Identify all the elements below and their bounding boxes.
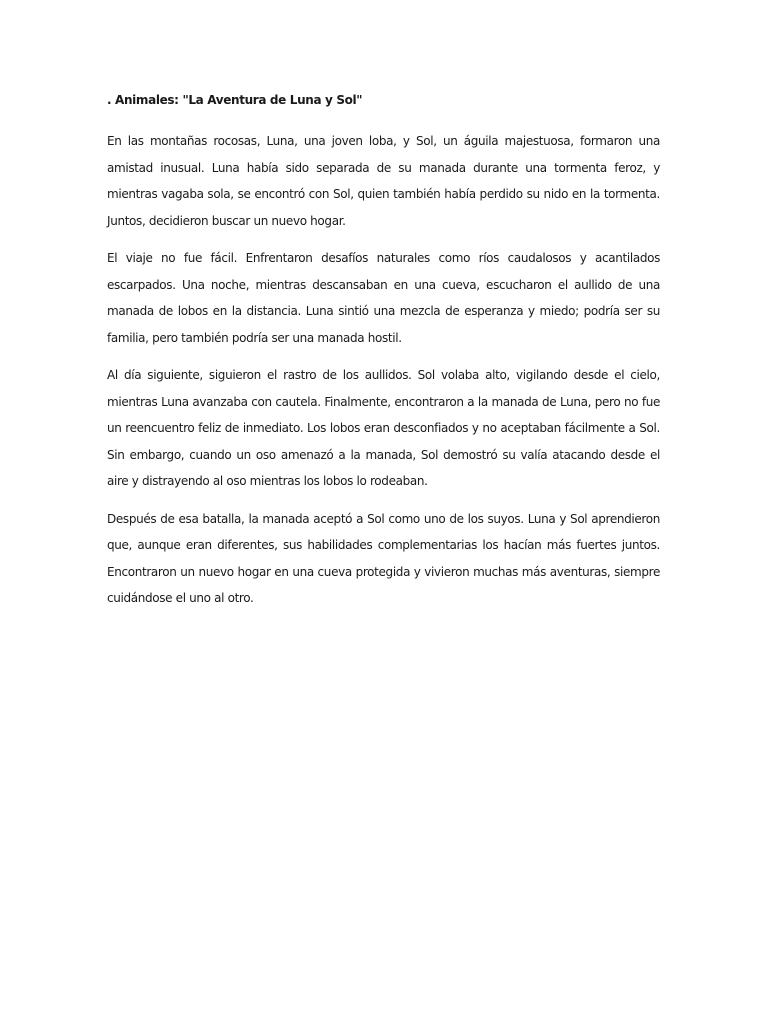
document-title: . Animales: "La Aventura de Luna y Sol"	[107, 93, 363, 107]
paragraph-1: En las montañas rocosas, Luna, una joven loba, y Sol, un águila majestuosa, formaron una amistad inusual. Luna había sido separada de su manada durante una tormenta feroz, y mientras vagaba sola, se encontró con Sol, quien también había perdido su nido en la tormenta. Juntos, decidieron buscar un nuevo hogar.	[107, 134, 660, 228]
paragraph-4: Después de esa batalla, la manada aceptó a Sol como uno de los suyos. Luna y Sol aprendieron que, aunque eran diferentes, sus habilidades complementarias los hacían más fuertes juntos. Encontraron un nuevo hogar en una cueva protegida y vivieron muchas más aventuras, siempre cuidándose el uno al otro.	[107, 511, 660, 605]
paragraph-2: El viaje no fue fácil. Enfrentaron desafíos naturales como ríos caudalosos y acantilados escarpados. Una noche, mientras descansaban en una cueva, escucharon el aullido de una manada de lobos en la distancia. Luna sintió una mezcla de esperanza y miedo; podría ser su familia, pero también podría ser una manada hostil.	[107, 251, 660, 345]
paragraph-3: Al día siguiente, siguieron el rastro de los aullidos. Sol volaba alto, vigilando desde el cielo, mientras Luna avanzaba con cautela. Finalmente, encontraron a la manada de Luna, pero no fue un reencuentro feliz de inmediato. Los lobos eran desconfiados y no aceptaban fácilmente a Sol. Sin embargo, cuando un oso amenazó a la manada, Sol demostró su valía atacando desde el aire y distrayendo al oso mientras los lobos lo rodeaban.	[107, 368, 660, 488]
document-body	[107, 90, 660, 623]
